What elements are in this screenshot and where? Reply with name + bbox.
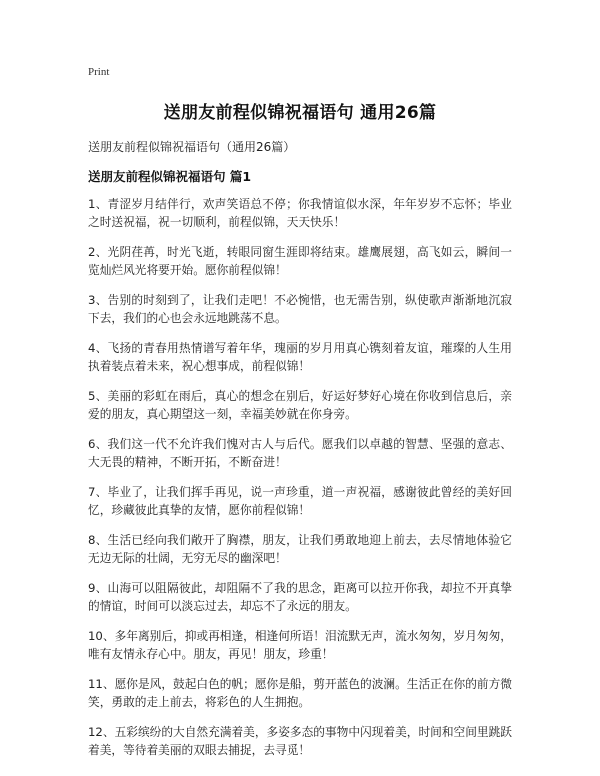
print-link[interactable]: Print: [88, 66, 110, 78]
paragraph: 2、光阴荏苒，时光飞逝，转眼同窗生涯即将结束。雄鹰展翅，高飞如云，瞬间一览灿烂风光将要开始。愿你前程似锦！: [88, 245, 512, 277]
paragraph: 3、告别的时刻到了，让我们走吧！不必惋惜，也无需告别，纵使歌声渐渐地沉寂下去，我们的心也会永远地跳荡不息。: [88, 293, 512, 325]
paragraph: 8、生活已经向我们敞开了胸襟，朋友，让我们勇敢地迎上前去，去尽情地体验它无边无际的壮阔，无穷无尽的幽深吧！: [88, 533, 512, 565]
paragraph: 9、山海可以阻隔彼此，却阻隔不了我的思念，距离可以拉开你我，却拉不开真挚的情谊，时间可以淡忘过去，却忘不了永远的朋友。: [88, 581, 512, 613]
paragraph: 1、青涩岁月结伴行，欢声笑语总不停；你我情谊似水深，年年岁岁不忘怀；毕业之时送祝福，祝一切顺利，前程似锦，天天快乐！: [88, 197, 512, 229]
paragraph: 11、愿你是风，鼓起白色的帆；愿你是船，剪开蓝色的波澜。生活正在你的前方微笑，勇敢的走上前去，将彩色的人生拥抱。: [88, 677, 512, 709]
paragraph: 5、美丽的彩虹在雨后，真心的想念在别后，好运好梦好心境在你收到信息后，亲爱的朋友，真心期望这一刻，幸福美妙就在你身旁。: [88, 389, 512, 421]
paragraph: 12、五彩缤纷的大自然充满着美，多姿多态的事物中闪现着美，时间和空间里跳跃着美，等待着美丽的双眼去捕捉，去寻觅！: [88, 725, 512, 757]
page-subtitle: 送朋友前程似锦祝福语句（通用26篇）: [88, 140, 296, 154]
section-heading: 送朋友前程似锦祝福语句 篇1: [88, 169, 252, 184]
paragraph-list: [88, 195, 512, 759]
paragraph: 10、多年离别后，抑或再相逢，相逢何所语！泪流默无声，流水匆匆，岁月匆匆，唯有友情永存心中。朋友，再见！朋友，珍重！: [88, 629, 512, 661]
paragraph: 4、飞扬的青春用热情谱写着年华，瑰丽的岁月用真心镌刻着友谊，璀璨的人生用执着装点着未来，祝心想事成，前程似锦！: [88, 341, 512, 373]
page-title: 送朋友前程似锦祝福语句 通用26篇: [163, 103, 437, 123]
paragraph: 7、毕业了，让我们挥手再见，说一声珍重，道一声祝福，感谢彼此曾经的美好回忆，珍藏彼此真挚的友情，愿你前程似锦！: [88, 485, 512, 517]
paragraph: 6、我们这一代不允许我们愧对古人与后代。愿我们以卓越的智慧、坚强的意志、大无畏的精神，不断开拓，不断奋进！: [88, 437, 512, 469]
